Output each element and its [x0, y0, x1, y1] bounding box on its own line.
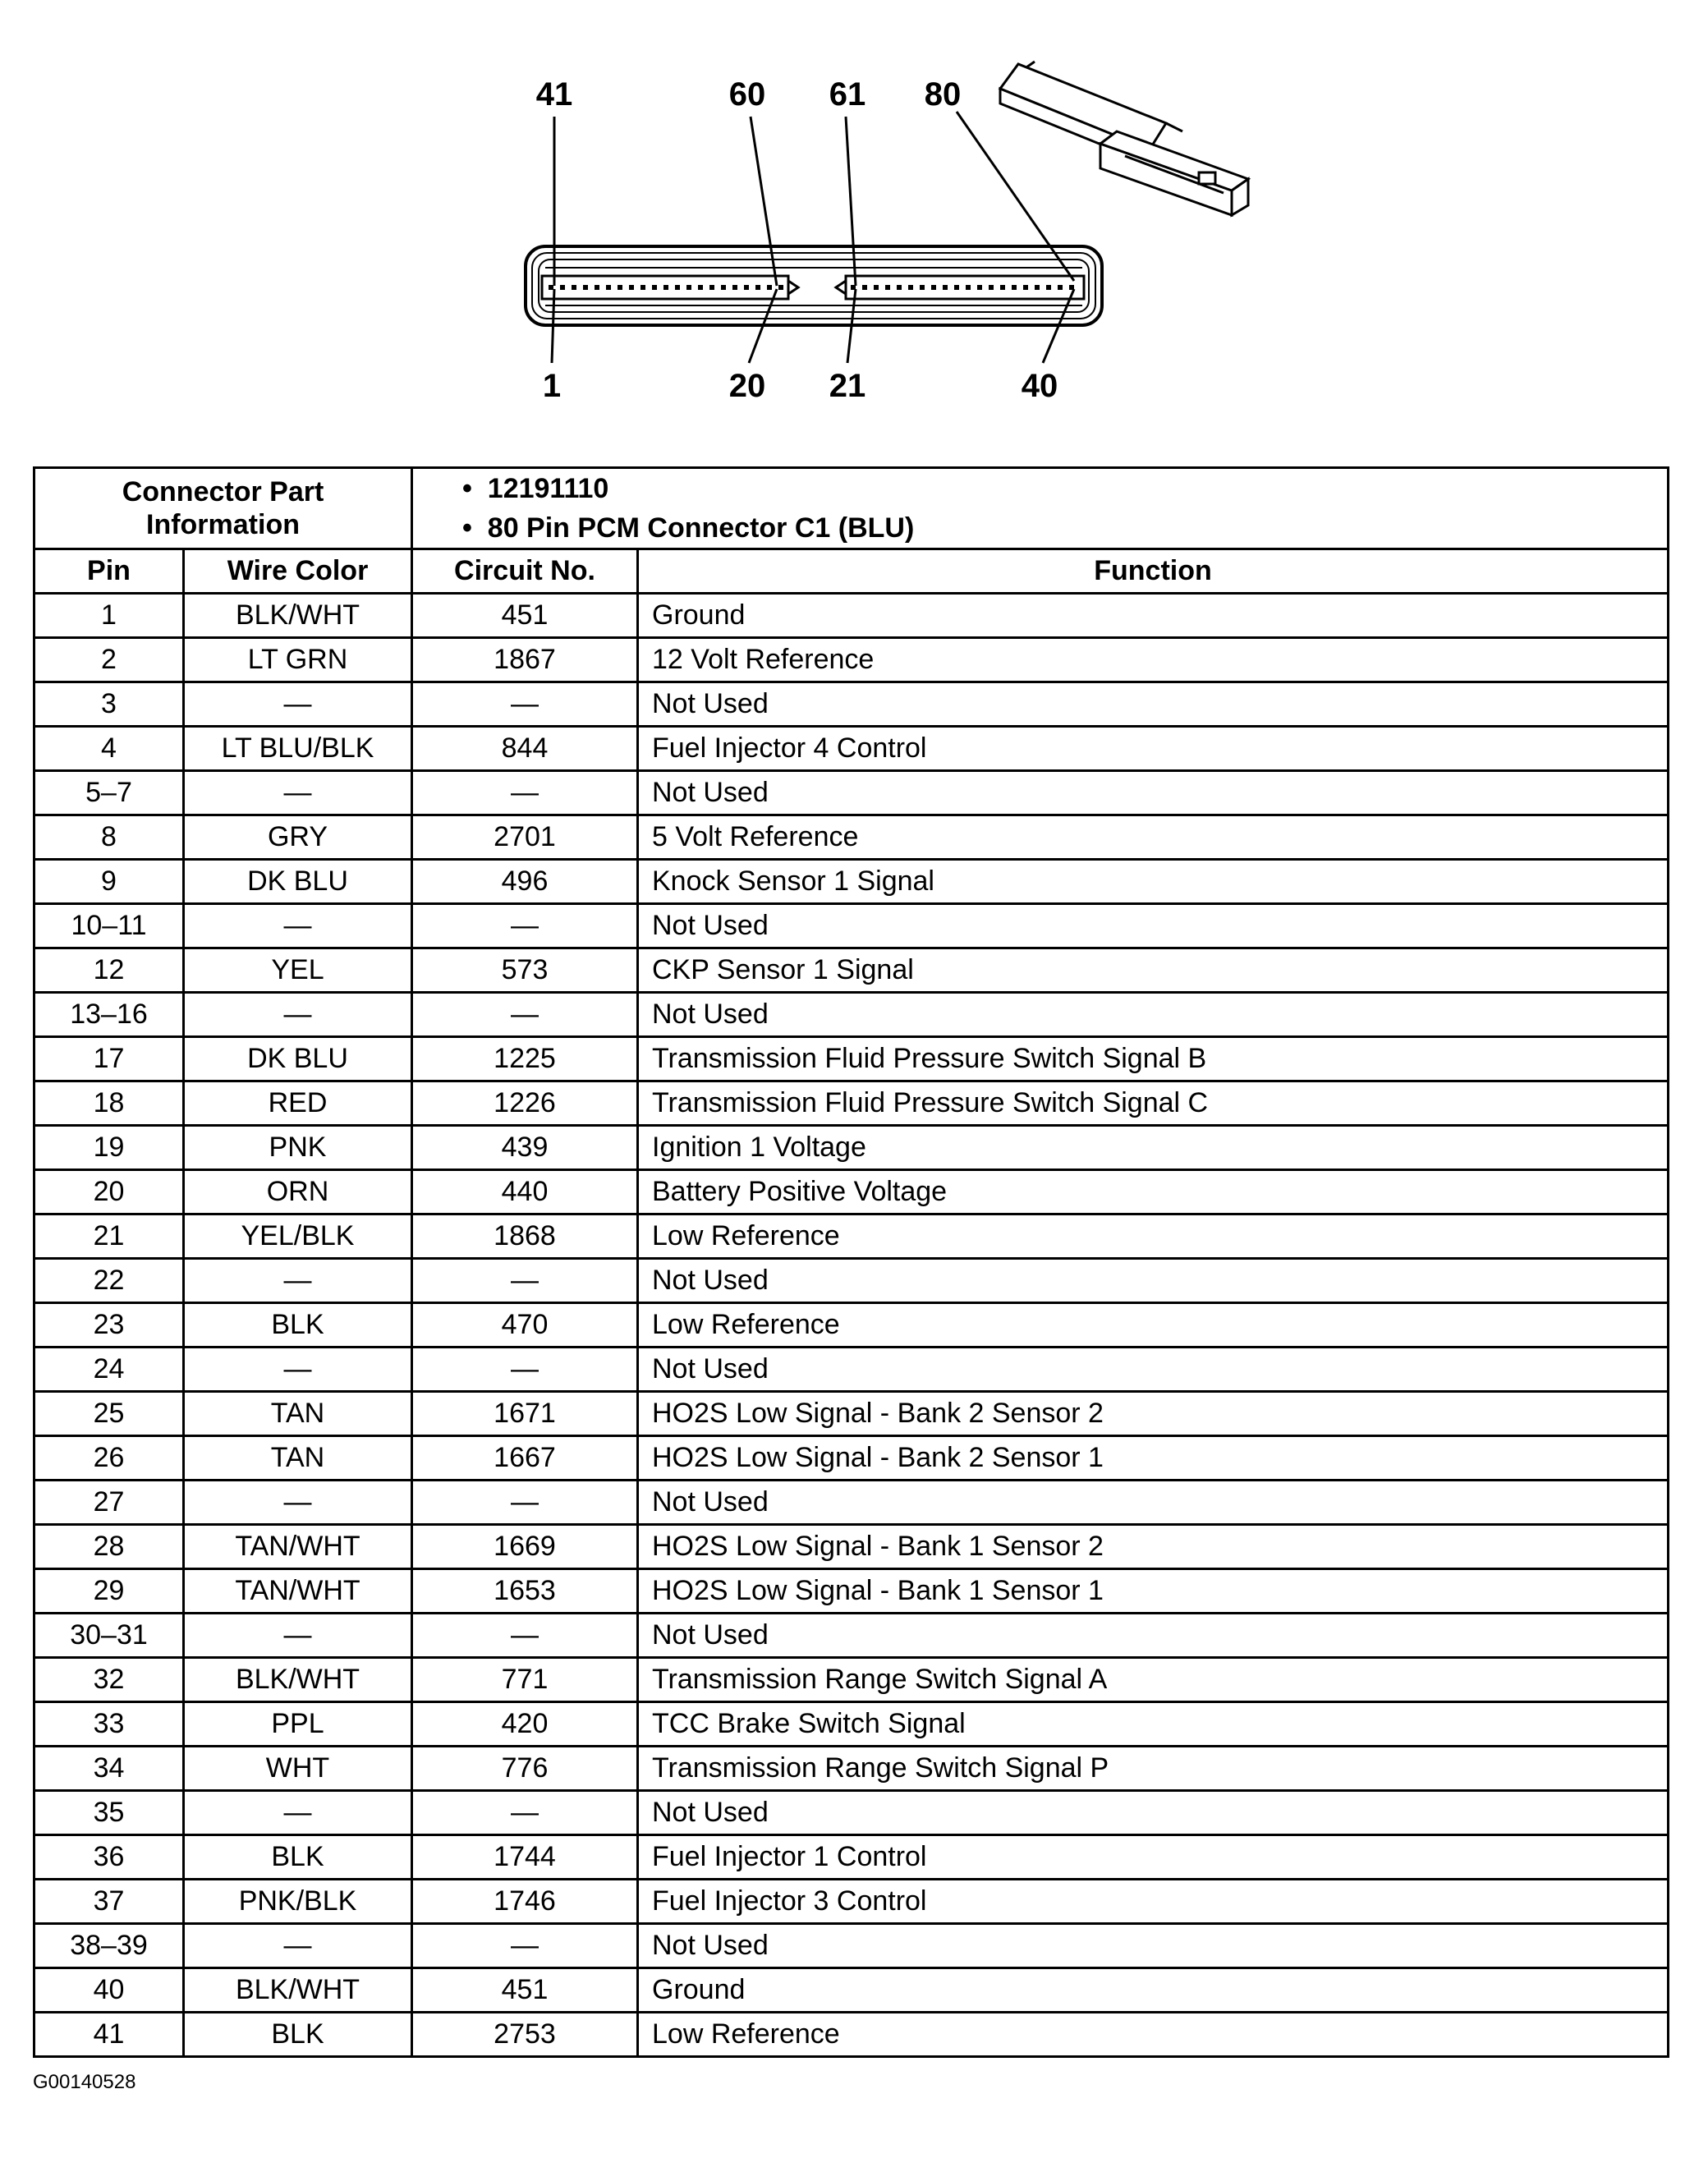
pin-cell: 9	[34, 860, 184, 904]
pin-cell: 18	[34, 1081, 184, 1126]
pin-cell: 25	[34, 1392, 184, 1436]
connector-side-view	[1000, 62, 1248, 215]
circuit-cell: —	[412, 904, 638, 948]
function-cell: TCC Brake Switch Signal	[638, 1702, 1669, 1747]
part-number: • 12191110	[462, 469, 1667, 508]
wire-color-cell: BLK/WHT	[184, 1968, 412, 2013]
function-cell: HO2S Low Signal - Bank 2 Sensor 2	[638, 1392, 1669, 1436]
table-row	[34, 1968, 1669, 2013]
wire-color-cell: —	[184, 1259, 412, 1303]
pin-label-80: 80	[924, 76, 962, 112]
circuit-cell: 1671	[412, 1392, 638, 1436]
table-row	[34, 1392, 1669, 1436]
wire-color-cell: TAN	[184, 1392, 412, 1436]
circuit-cell: —	[412, 682, 638, 727]
pin-cell: 30–31	[34, 1614, 184, 1658]
circuit-cell: 496	[412, 860, 638, 904]
function-cell: Low Reference	[638, 1214, 1669, 1259]
pin-cell: 2	[34, 638, 184, 682]
function-cell: Ignition 1 Voltage	[638, 1126, 1669, 1170]
table-header-row	[34, 549, 1669, 594]
circuit-cell: 1867	[412, 638, 638, 682]
function-cell: Transmission Range Switch Signal A	[638, 1658, 1669, 1702]
pin-cell: 37	[34, 1880, 184, 1924]
pin-cell: 1	[34, 594, 184, 638]
table-row	[34, 1614, 1669, 1658]
wire-color-cell: —	[184, 1791, 412, 1835]
table-row	[34, 948, 1669, 993]
function-cell: Transmission Fluid Pressure Switch Signal C	[638, 1081, 1669, 1126]
wire-color-cell: GRY	[184, 815, 412, 860]
circuit-cell: 2701	[412, 815, 638, 860]
pin-cell: 28	[34, 1525, 184, 1569]
wire-color-cell: LT GRN	[184, 638, 412, 682]
table-row	[34, 904, 1669, 948]
header-wire-color: Wire Color	[184, 549, 412, 594]
wire-color-cell: —	[184, 993, 412, 1037]
circuit-cell: 470	[412, 1303, 638, 1348]
function-cell: Not Used	[638, 1259, 1669, 1303]
circuit-cell: 440	[412, 1170, 638, 1214]
wire-color-cell: BLK/WHT	[184, 594, 412, 638]
wire-color-cell: BLK	[184, 2013, 412, 2057]
wire-color-cell: —	[184, 1348, 412, 1392]
pin-label-60: 60	[728, 76, 766, 112]
wire-color-cell: BLK/WHT	[184, 1658, 412, 1702]
connector-description: • 80 Pin PCM Connector C1 (BLU)	[462, 508, 1667, 548]
function-cell: 12 Volt Reference	[638, 638, 1669, 682]
pin-cell: 20	[34, 1170, 184, 1214]
pin-cell: 8	[34, 815, 184, 860]
pin-cell: 10–11	[34, 904, 184, 948]
table-row	[34, 1835, 1669, 1880]
circuit-cell: —	[412, 1924, 638, 1968]
table-row	[34, 1702, 1669, 1747]
pin-cell: 27	[34, 1481, 184, 1525]
circuit-cell: —	[412, 1614, 638, 1658]
table-row	[34, 815, 1669, 860]
wire-color-cell: ORN	[184, 1170, 412, 1214]
table-row	[34, 1348, 1669, 1392]
pin-cell: 35	[34, 1791, 184, 1835]
function-cell: Transmission Fluid Pressure Switch Signal B	[638, 1037, 1669, 1081]
pin-cell: 41	[34, 2013, 184, 2057]
table-row	[34, 2013, 1669, 2057]
function-cell: HO2S Low Signal - Bank 2 Sensor 1	[638, 1436, 1669, 1481]
wire-color-cell: RED	[184, 1081, 412, 1126]
wire-color-cell: —	[184, 1924, 412, 1968]
table-row	[34, 1037, 1669, 1081]
figure-id: G00140528	[33, 2071, 136, 2093]
function-cell: Not Used	[638, 1348, 1669, 1392]
table-row	[34, 682, 1669, 727]
function-cell: Not Used	[638, 1924, 1669, 1968]
function-cell: Not Used	[638, 682, 1669, 727]
function-cell: CKP Sensor 1 Signal	[638, 948, 1669, 993]
table-row	[34, 1170, 1669, 1214]
table-row	[34, 1525, 1669, 1569]
function-cell: Fuel Injector 3 Control	[638, 1880, 1669, 1924]
pin-label-20: 20	[728, 368, 766, 404]
wire-color-cell: PNK/BLK	[184, 1880, 412, 1924]
circuit-cell: 844	[412, 727, 638, 771]
table-row	[34, 1569, 1669, 1614]
table-row	[34, 1303, 1669, 1348]
circuit-cell: —	[412, 771, 638, 815]
wire-color-cell: LT BLU/BLK	[184, 727, 412, 771]
pin-cell: 22	[34, 1259, 184, 1303]
function-cell: Not Used	[638, 1481, 1669, 1525]
table-row	[34, 1791, 1669, 1835]
wire-color-cell: —	[184, 904, 412, 948]
pin-cell: 29	[34, 1569, 184, 1614]
table-row	[34, 1081, 1669, 1126]
circuit-cell: —	[412, 1348, 638, 1392]
wire-color-cell: TAN/WHT	[184, 1569, 412, 1614]
table-row	[34, 1924, 1669, 1968]
table-row	[34, 1481, 1669, 1525]
wire-color-cell: —	[184, 682, 412, 727]
circuit-cell: 771	[412, 1658, 638, 1702]
function-cell: Battery Positive Voltage	[638, 1170, 1669, 1214]
table-row	[34, 860, 1669, 904]
circuit-cell: 1226	[412, 1081, 638, 1126]
wire-color-cell: BLK	[184, 1303, 412, 1348]
function-cell: Transmission Range Switch Signal P	[638, 1747, 1669, 1791]
pin-cell: 24	[34, 1348, 184, 1392]
wire-color-cell: TAN	[184, 1436, 412, 1481]
pin-cell: 38–39	[34, 1924, 184, 1968]
circuit-cell: —	[412, 1791, 638, 1835]
wire-color-cell: BLK	[184, 1835, 412, 1880]
pin-rows	[34, 594, 1669, 2057]
function-cell: 5 Volt Reference	[638, 815, 1669, 860]
function-cell: Not Used	[638, 904, 1669, 948]
header-pin: Pin	[34, 549, 184, 594]
header-function: Function	[638, 549, 1669, 594]
table-row	[34, 727, 1669, 771]
function-cell: Ground	[638, 594, 1669, 638]
wire-color-cell: YEL	[184, 948, 412, 993]
function-cell: HO2S Low Signal - Bank 1 Sensor 2	[638, 1525, 1669, 1569]
connector-diagram	[0, 0, 1708, 460]
function-cell: HO2S Low Signal - Bank 1 Sensor 1	[638, 1569, 1669, 1614]
table-row	[34, 1214, 1669, 1259]
wire-color-cell: TAN/WHT	[184, 1525, 412, 1569]
pin-cell: 13–16	[34, 993, 184, 1037]
table-row	[34, 1658, 1669, 1702]
circuit-cell: 1744	[412, 1835, 638, 1880]
function-cell: Low Reference	[638, 2013, 1669, 2057]
pin-cell: 34	[34, 1747, 184, 1791]
function-cell: Not Used	[638, 771, 1669, 815]
pin-label-40: 40	[1021, 368, 1058, 404]
pin-cell: 4	[34, 727, 184, 771]
function-cell: Ground	[638, 1968, 1669, 2013]
pin-cell: 36	[34, 1835, 184, 1880]
pin-label-21: 21	[829, 368, 866, 404]
function-cell: Fuel Injector 1 Control	[638, 1835, 1669, 1880]
circuit-cell: 439	[412, 1126, 638, 1170]
function-cell: Not Used	[638, 1791, 1669, 1835]
circuit-cell: —	[412, 1481, 638, 1525]
circuit-cell: 1746	[412, 1880, 638, 1924]
pin-cell: 5–7	[34, 771, 184, 815]
table-row	[34, 771, 1669, 815]
pin-cell: 23	[34, 1303, 184, 1348]
circuit-cell: 1868	[412, 1214, 638, 1259]
circuit-cell: 1667	[412, 1436, 638, 1481]
circuit-cell: —	[412, 993, 638, 1037]
circuit-cell: 1653	[412, 1569, 638, 1614]
circuit-cell: 776	[412, 1747, 638, 1791]
circuit-cell: 1669	[412, 1525, 638, 1569]
pin-cell: 33	[34, 1702, 184, 1747]
table-row	[34, 1880, 1669, 1924]
circuit-cell: 451	[412, 594, 638, 638]
function-cell: Not Used	[638, 993, 1669, 1037]
circuit-cell: 2753	[412, 2013, 638, 2057]
pin-label-1: 1	[542, 368, 562, 404]
circuit-cell: 1225	[412, 1037, 638, 1081]
connector-info-row	[34, 468, 1669, 549]
pin-label-61: 61	[829, 76, 866, 112]
wire-color-cell: YEL/BLK	[184, 1214, 412, 1259]
wire-color-cell: WHT	[184, 1747, 412, 1791]
pin-cell: 32	[34, 1658, 184, 1702]
connector-body	[526, 246, 1102, 325]
pin-cell: 17	[34, 1037, 184, 1081]
table-row	[34, 638, 1669, 682]
pin-cell: 40	[34, 1968, 184, 2013]
wire-color-cell: PPL	[184, 1702, 412, 1747]
function-cell: Low Reference	[638, 1303, 1669, 1348]
circuit-cell: 451	[412, 1968, 638, 2013]
table-row	[34, 594, 1669, 638]
table-row	[34, 1436, 1669, 1481]
wire-color-cell: DK BLU	[184, 860, 412, 904]
pin-cell: 19	[34, 1126, 184, 1170]
table-row	[34, 1259, 1669, 1303]
wire-color-cell: —	[184, 1481, 412, 1525]
connector-info-items	[412, 468, 1669, 549]
wire-color-cell: —	[184, 1614, 412, 1658]
pin-cell: 26	[34, 1436, 184, 1481]
wire-color-cell: PNK	[184, 1126, 412, 1170]
function-cell: Knock Sensor 1 Signal	[638, 860, 1669, 904]
pin-cell: 21	[34, 1214, 184, 1259]
table-row	[34, 1126, 1669, 1170]
table-row	[34, 1747, 1669, 1791]
function-cell: Not Used	[638, 1614, 1669, 1658]
circuit-cell: 420	[412, 1702, 638, 1747]
wire-color-cell: —	[184, 771, 412, 815]
wire-color-cell: DK BLU	[184, 1037, 412, 1081]
connector-info-label: Connector Part Information	[34, 468, 412, 549]
pin-table	[33, 466, 1669, 2058]
circuit-cell: 573	[412, 948, 638, 993]
table-row	[34, 993, 1669, 1037]
pin-cell: 12	[34, 948, 184, 993]
header-circuit: Circuit No.	[412, 549, 638, 594]
pin-label-41: 41	[535, 76, 573, 112]
circuit-cell: —	[412, 1259, 638, 1303]
pin-cell: 3	[34, 682, 184, 727]
function-cell: Fuel Injector 4 Control	[638, 727, 1669, 771]
